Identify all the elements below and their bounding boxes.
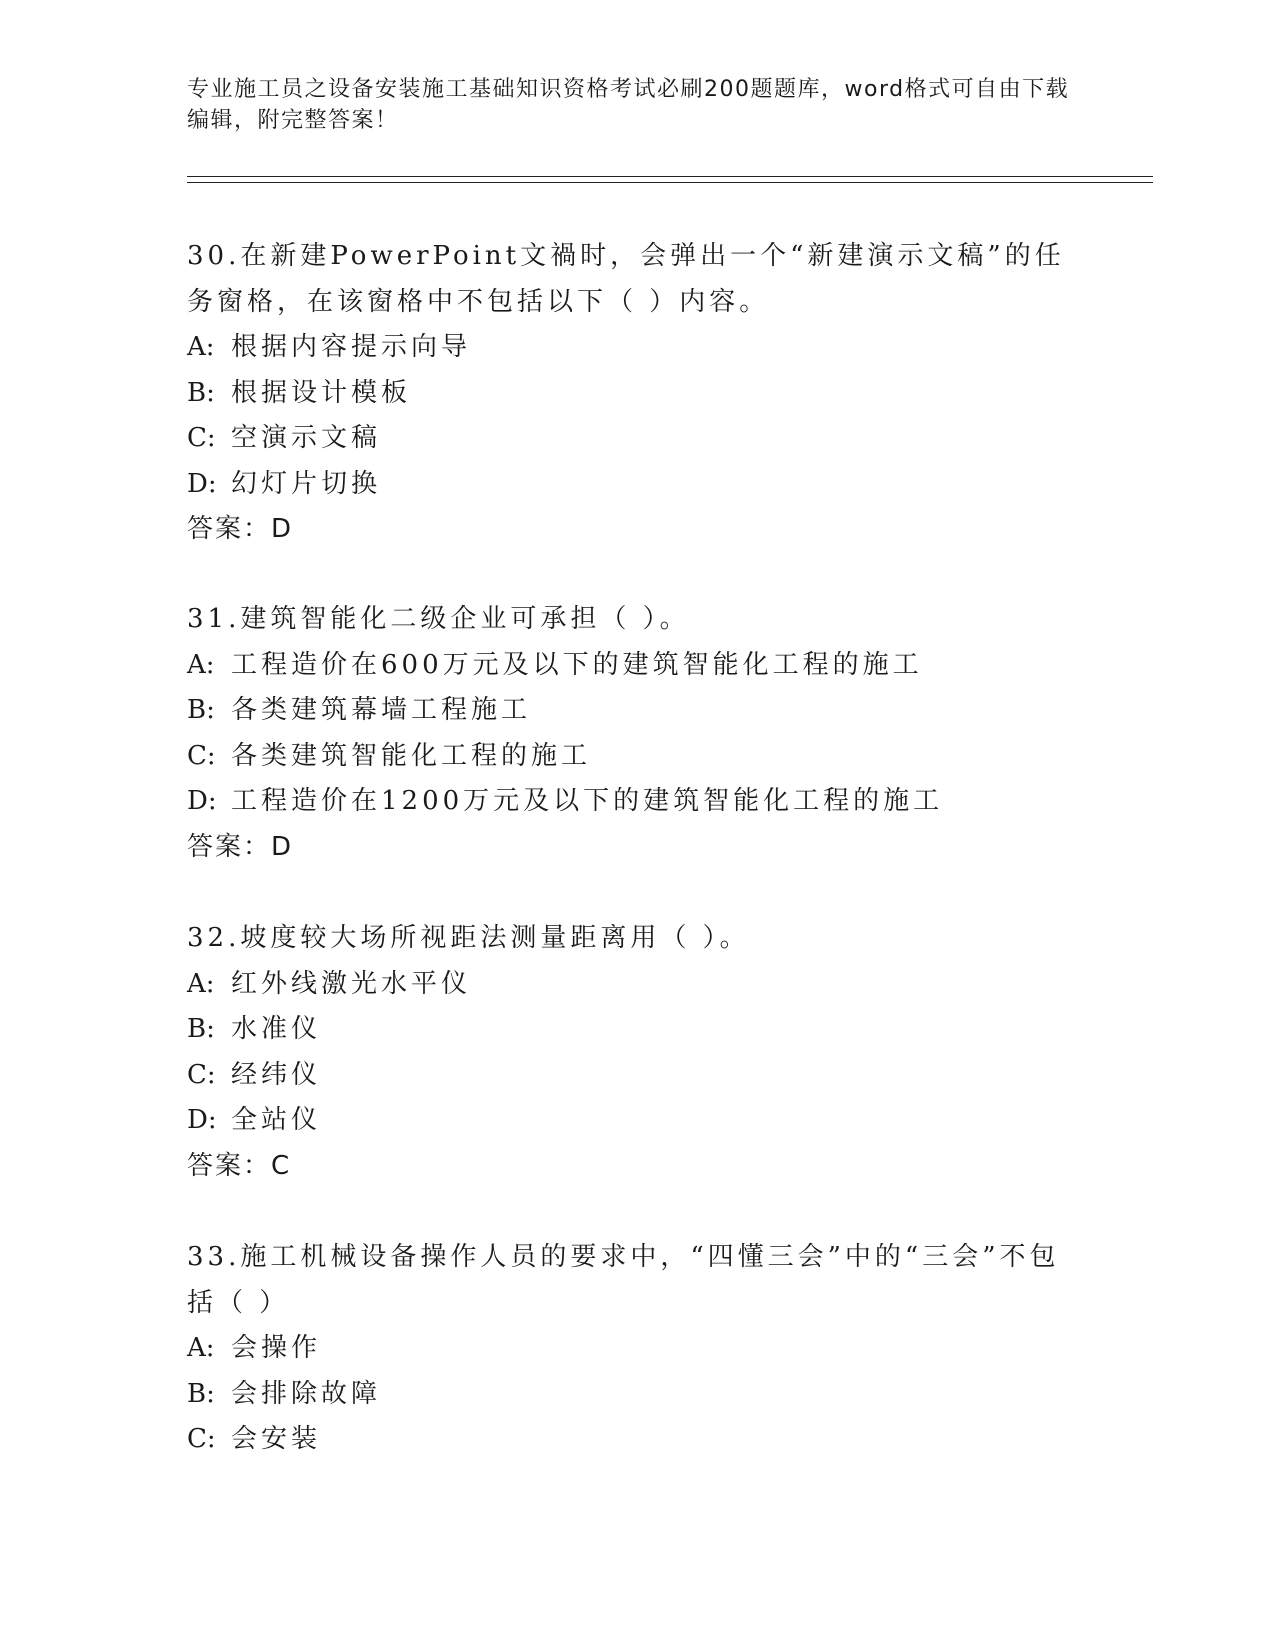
- option-text: 幻灯片切换: [231, 468, 382, 499]
- option-b: [187, 1007, 1087, 1053]
- option-d: [187, 779, 1087, 825]
- option-b: [187, 1372, 1087, 1418]
- option-text: 红外线激光水平仪: [231, 968, 472, 999]
- document-header: [187, 74, 1087, 136]
- option-text: 会排除故障: [231, 1378, 382, 1409]
- option-text: 根据设计模板: [231, 377, 412, 408]
- option-c: [187, 1053, 1087, 1099]
- option-label: A:: [187, 1333, 215, 1363]
- option-label: C:: [187, 1424, 216, 1454]
- option-label: A:: [187, 332, 215, 362]
- option-a: [187, 325, 1087, 371]
- option-label: B:: [187, 695, 215, 725]
- option-text: 经纬仪: [231, 1059, 322, 1090]
- option-label: C:: [187, 740, 216, 771]
- option-label: A:: [187, 649, 215, 680]
- option-text: 工程造价在600万元及以下的建筑智能化工程的施工: [231, 649, 923, 680]
- option-label: D:: [187, 786, 217, 816]
- question-stem: 30.在新建PowerPoint文禍时，会弹出一个“新建演示文稿”的任务窗格，在该窗格中不包括以下（ ）内容。: [187, 241, 1065, 317]
- question-33: [187, 1235, 1087, 1463]
- option-label: C:: [187, 423, 216, 453]
- option-text: 各类建筑智能化工程的施工: [231, 740, 592, 771]
- option-text: 工程造价在1200万元及以下的建筑智能化工程的施工: [231, 786, 944, 816]
- answer: 答案：C: [187, 1150, 292, 1181]
- option-label: B:: [187, 377, 215, 408]
- question-32: [187, 916, 1087, 1189]
- option-label: B:: [187, 1378, 215, 1409]
- option-text: 根据内容提示向导: [231, 332, 472, 362]
- answer: 答案：D: [187, 831, 294, 862]
- option-text: 全站仪: [231, 1105, 322, 1135]
- option-c: [187, 734, 1087, 780]
- option-c: [187, 416, 1087, 462]
- answer: 答案：D: [187, 514, 294, 544]
- option-label: B:: [187, 1014, 215, 1044]
- option-a: [187, 1326, 1087, 1372]
- option-d: [187, 462, 1087, 508]
- option-text: 空演示文稿: [231, 423, 382, 453]
- question-stem: 32.坡度较大场所视距法测量距离用（ ）。: [187, 923, 750, 953]
- header-text: 专业施工员之设备安装施工基础知识资格考试必刷200题题库，word格式可自由下载编辑，附完整答案！: [187, 77, 1070, 133]
- option-label: C:: [187, 1059, 216, 1090]
- option-a: [187, 643, 1087, 689]
- question-31: [187, 597, 1087, 870]
- option-c: [187, 1417, 1087, 1463]
- option-b: [187, 688, 1087, 734]
- option-text: 水准仪: [231, 1014, 322, 1044]
- question-stem: 31.建筑智能化二级企业可承担（ ）。: [187, 604, 690, 634]
- option-text: 各类建筑幕墙工程施工: [231, 695, 532, 725]
- option-a: [187, 962, 1087, 1008]
- option-text: 会安装: [231, 1424, 322, 1454]
- header-divider-bottom: [187, 182, 1153, 183]
- header-divider-top: [187, 176, 1153, 177]
- question-stem: 33.施工机械设备操作人员的要求中，“四懂三会”中的“三会”不包括（ ）: [187, 1242, 1060, 1318]
- option-label: D:: [187, 1105, 217, 1135]
- question-30: [187, 234, 1087, 553]
- option-label: A:: [187, 968, 215, 999]
- option-text: 会操作: [231, 1333, 322, 1363]
- option-d: [187, 1098, 1087, 1144]
- option-b: [187, 371, 1087, 417]
- option-label: D:: [187, 468, 217, 499]
